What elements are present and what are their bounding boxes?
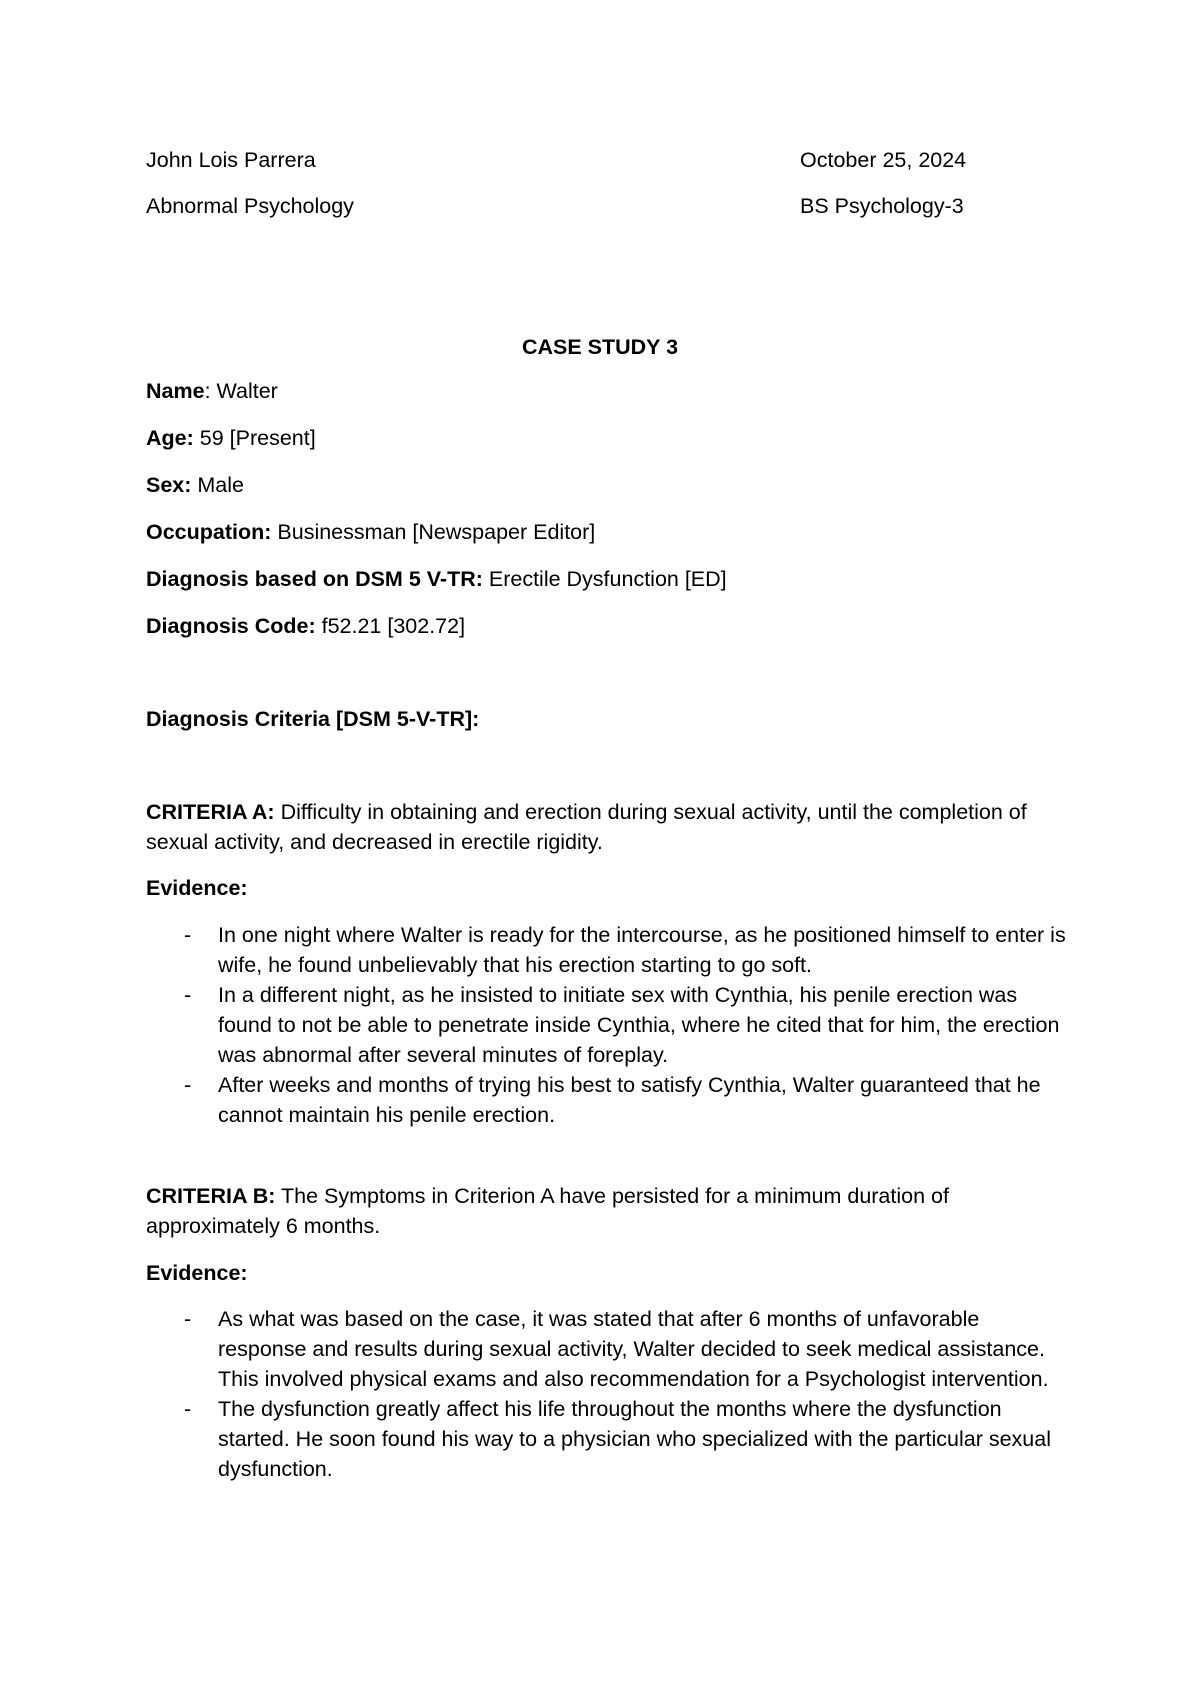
evidence-text: In a different night, as he insisted to initiate sex with Cynthia, his penile erection was found to not be able to penetrate inside Cynthia, where he cited that for him, the erection was abnormal after several minutes of foreplay. <box>218 983 1060 1067</box>
criteria-a-text: Difficulty in obtaining and erection during sexual activity, until the completion of sexual activity, and decreased in erectile rigidity. <box>146 800 1027 854</box>
field-diagnosis <box>146 564 727 594</box>
evidence-text: As what was based on the case, it was stated that after 6 months of unfavorable response and results during sexual activity, Walter decided to seek medical assistance. This involved physical exams and also recommendation for a Psychologist intervention. <box>218 1307 1049 1391</box>
list-item <box>146 1304 1066 1394</box>
evidence-text: In one night where Walter is ready for the intercourse, as he positioned himself to enter is wife, he found unbelievably that his erection starting to go soft. <box>218 923 1066 977</box>
bullet-marker: - <box>184 983 192 1007</box>
field-age-value: 59 [Present] <box>193 426 316 450</box>
submission-date: October 25, 2024 <box>800 148 967 172</box>
criteria-b-evidence-list <box>146 1304 1066 1484</box>
criteria-a-label: CRITERIA A: <box>146 800 275 824</box>
field-code-value: f52.21 [302.72] <box>315 614 466 638</box>
list-item <box>146 980 1066 1070</box>
bullet-marker: - <box>184 923 192 947</box>
field-name-value: Walter <box>216 379 278 403</box>
list-item <box>146 920 1066 980</box>
field-occupation-value: Businessman [Newspaper Editor] <box>271 520 596 544</box>
list-item <box>146 1394 1066 1484</box>
bullet-marker: - <box>184 1073 192 1097</box>
bullet-marker: - <box>184 1307 192 1331</box>
field-occupation-label: Occupation: <box>146 520 272 544</box>
field-age-label: Age: <box>146 426 194 450</box>
student-name: John Lois Parrera <box>146 148 316 172</box>
criteria-b <box>146 1181 1066 1241</box>
course-name: Abnormal Psychology <box>146 194 354 218</box>
page-title: CASE STUDY 3 <box>521 335 679 359</box>
header-row-2 <box>146 191 1006 221</box>
list-item <box>146 1070 1066 1130</box>
field-name-label: Name <box>146 379 205 403</box>
criteria-a-evidence-list <box>146 920 1066 1130</box>
bullet-marker: - <box>184 1397 192 1421</box>
field-sex-label: Sex: <box>146 473 192 497</box>
field-occupation <box>146 517 595 547</box>
criteria-a-evidence-label: Evidence: <box>146 876 248 900</box>
field-diagnosis-code <box>146 611 465 641</box>
field-name-separator: : <box>204 379 217 403</box>
criteria-b-text: The Symptoms in Criterion A have persisted for a minimum duration of approximately 6 months. <box>146 1184 949 1238</box>
criteria-heading: Diagnosis Criteria [DSM 5-V-TR]: <box>146 707 480 731</box>
criteria-b-evidence-label: Evidence: <box>146 1261 248 1285</box>
field-sex <box>146 470 244 500</box>
field-code-label: Diagnosis Code: <box>146 614 316 638</box>
evidence-text: After weeks and months of trying his best to satisfy Cynthia, Walter guaranteed that he cannot maintain his penile erection. <box>218 1073 1041 1127</box>
program-name: BS Psychology-3 <box>800 194 964 218</box>
criteria-b-label: CRITERIA B: <box>146 1184 276 1208</box>
field-name <box>146 376 278 406</box>
criteria-a <box>146 797 1066 857</box>
header-row-1 <box>146 145 1006 175</box>
field-diagnosis-value: Erectile Dysfunction [ED] <box>482 567 727 591</box>
field-diagnosis-label: Diagnosis based on DSM 5 V-TR: <box>146 567 483 591</box>
evidence-text: The dysfunction greatly affect his life throughout the months where the dysfunction started. He soon found his way to a physician who specialized with the particular sexual dysfunction. <box>218 1397 1051 1481</box>
field-sex-value: Male <box>191 473 244 497</box>
field-age <box>146 423 316 453</box>
